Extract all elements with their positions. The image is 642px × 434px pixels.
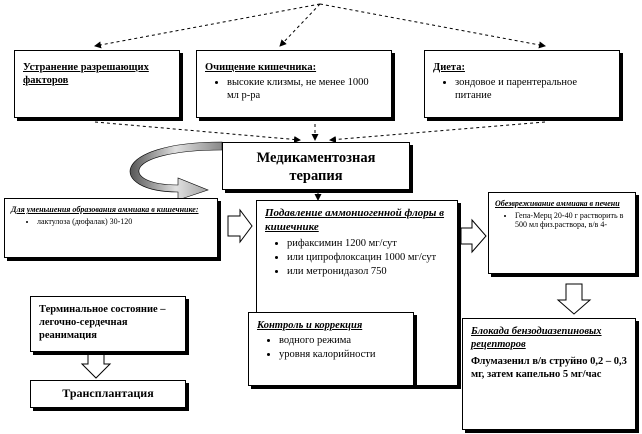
elimination-title: Устранение разрешающих факторов [23,62,149,87]
diet-item: • зондовое и парентеральное питание [455,76,611,102]
transplant-text: Трансплантация [62,386,154,400]
ammonia-reduction-box [4,198,218,258]
neutralization-item: • Гепа-Мерц 20-40 г растворить в 500 мл физ.раствора, в/в 4- [515,211,629,230]
transplant-box [30,380,186,408]
terminal-text: Терминальное состояние – легочно-сердечная реанимация [39,304,166,342]
cleansing-item: • высокие клизмы, не менее 1000 мл р-ра [227,76,383,102]
transplant-arrow [82,352,110,378]
curved-arrow [130,142,222,200]
drug-therapy-title: Медикаментозная терапия [256,150,376,185]
suppression-item: • или ципрофлоксацин 1000 мг/сут [287,251,449,264]
block-arrow-left [228,210,252,242]
control-box [248,312,414,386]
benzodiazepine-title: Блокада бензодиазепиновых рецепторов [471,326,602,351]
diet-box [424,50,620,118]
control-item: • уровня калорийности [279,348,405,361]
diet-title: Диета: [433,62,465,73]
ammonia-reduction-title: Для уменьшения образования аммиака в кишечнике: [11,205,199,214]
cleansing-title: Очищение кишечника: [205,62,317,73]
neutralization-box [488,192,636,274]
block-arrow-down [558,284,590,314]
neutralization-title: Обезвреживание аммиака в печени [495,199,620,208]
cleansing-box [196,50,392,118]
merge-arrows [95,122,545,140]
ammonia-reduction-item: • лактулоза (дюфалак) 30-120 [37,217,211,227]
suppression-item: • рифаксимин 1200 мг/сут [287,237,449,250]
drug-therapy-box [222,142,410,190]
block-arrow-right [461,220,486,252]
control-title: Контроль и коррекция [257,320,363,331]
top-fan-arrows [95,4,545,46]
control-item: • водного режима [279,334,405,347]
benzodiazepine-text: Флумазенил в/в струйно 0,2 – 0,3 мг, затем капельно 5 мг/час [471,356,627,381]
suppression-title: Подавление аммониогенной флоры в кишечнике [265,207,445,233]
benzodiazepine-box [462,318,636,430]
terminal-box [30,296,186,352]
suppression-item: • или метронидазол 750 [287,265,449,278]
elimination-box [14,50,180,118]
